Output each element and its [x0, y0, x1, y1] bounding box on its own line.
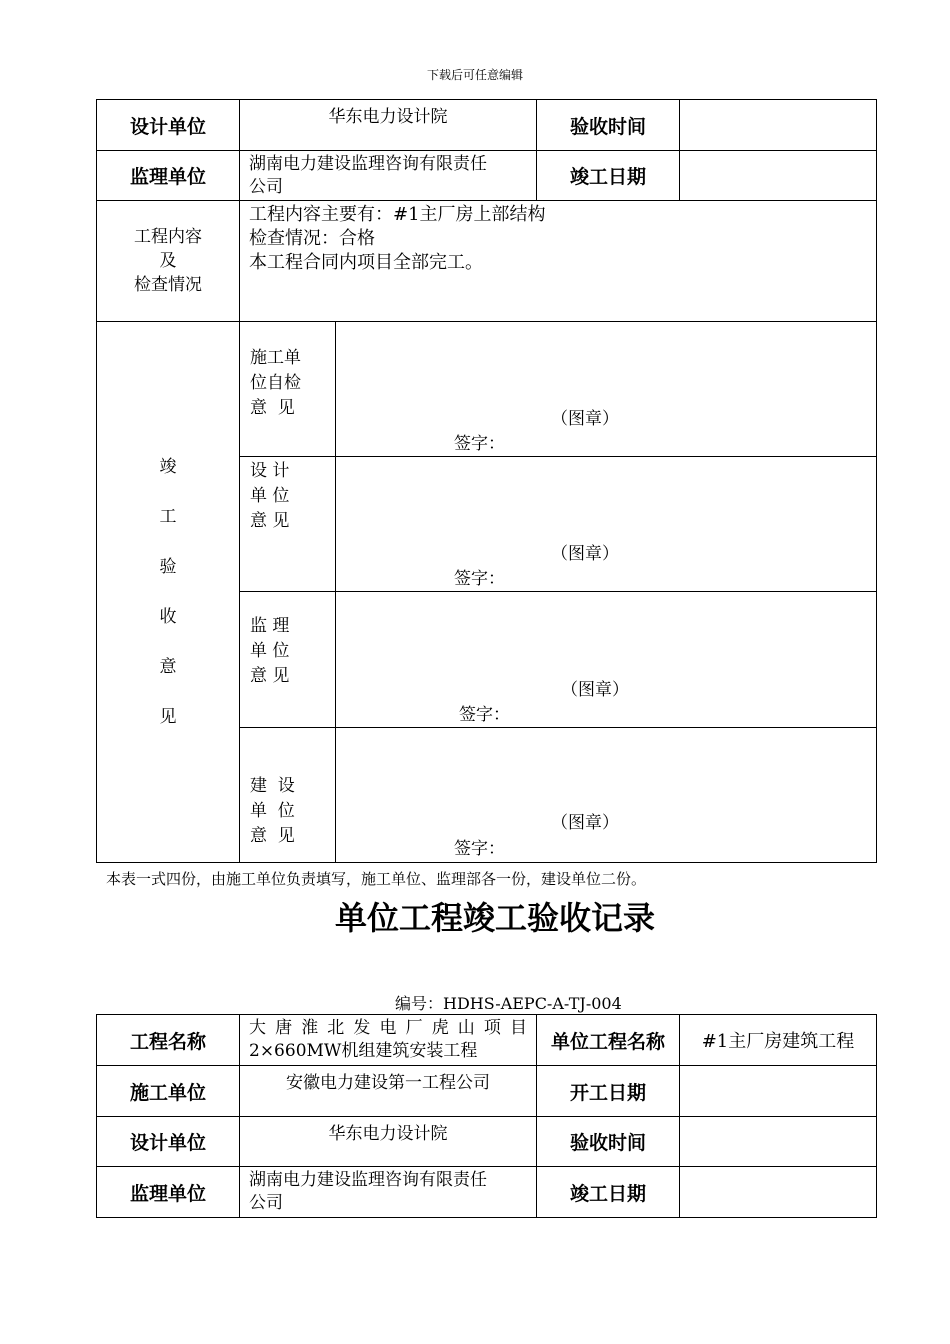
completion-date-value[interactable]: [680, 151, 877, 201]
opinion-char-6: 见: [159, 707, 177, 727]
design-opinion-label-cell: [240, 457, 336, 592]
seal-placeholder: （图章）: [551, 409, 619, 429]
start-date-label: 开工日期: [537, 1066, 680, 1117]
design-unit-value: 华东电力设计院: [240, 100, 537, 151]
unit-project-name-value: #1主厂房建筑工程: [680, 1015, 877, 1066]
design-unit-label: 设计单位: [97, 100, 240, 151]
signature-label: 签字：: [454, 839, 505, 859]
construction-self-check-label-cell: [240, 322, 336, 457]
content-value: [240, 201, 877, 322]
signature-label: 签字：: [454, 434, 505, 454]
acceptance-table-top: [96, 99, 877, 863]
supervision-opinion-label: 监 理 单 位 意 见: [250, 616, 290, 686]
construction-unit-label: 施工单位: [97, 1066, 240, 1117]
opinion-char-4: 收: [159, 607, 177, 627]
seal-placeholder: （图章）: [561, 680, 629, 700]
start-date-value[interactable]: [680, 1066, 877, 1117]
opinion-char-5: 意: [159, 657, 177, 677]
supervision-unit-label: 监理单位: [97, 151, 240, 201]
completion-date-value[interactable]: [680, 1167, 877, 1218]
project-name-line2: 2×660MW机组建筑安装工程: [249, 1041, 478, 1061]
acceptance-time-label: 验收时间: [537, 100, 680, 151]
supervision-unit-line2: 公司: [249, 176, 283, 197]
completion-date-label: 竣工日期: [537, 151, 680, 201]
supervision-unit-line2: 公司: [249, 1193, 283, 1213]
signature-label: 签字：: [454, 569, 505, 589]
acceptance-opinion-label: [97, 322, 240, 863]
design-unit-label: 设计单位: [97, 1117, 240, 1167]
construction-unit-value: 安徽电力建设第一工程公司: [240, 1066, 537, 1117]
project-name-label: 工程名称: [97, 1015, 240, 1066]
owner-opinion[interactable]: [336, 728, 877, 863]
seal-placeholder: （图章）: [551, 813, 619, 833]
design-unit-value: 华东电力设计院: [240, 1117, 537, 1167]
signature-label: 签字：: [459, 705, 510, 725]
document-code: 编号：HDHS-AEPC-A-TJ-004: [395, 994, 622, 1013]
opinion-char-3: 验: [159, 557, 177, 577]
acceptance-table-bottom: [96, 1014, 877, 1218]
supervision-unit-label: 监理单位: [97, 1167, 240, 1218]
project-name-value: [240, 1015, 537, 1066]
acceptance-time-value[interactable]: [680, 1117, 877, 1167]
content-label-line1: 工程内容: [134, 227, 202, 247]
opinion-char-1: 竣: [159, 457, 177, 477]
supervision-unit-line1: 湖南电力建设监理咨询有限责任: [249, 153, 487, 174]
supervision-unit-value: [240, 1167, 537, 1218]
seal-placeholder: （图章）: [551, 544, 619, 564]
supervision-unit-value: [240, 151, 537, 201]
content-label-line2: 及: [159, 251, 177, 271]
design-opinion-label: 设 计 单 位 意 见: [250, 461, 290, 531]
project-name-line1: 大 唐 淮 北 发 电 厂 虎 山 项 目: [249, 1018, 527, 1038]
content-label: [97, 201, 240, 322]
opinion-char-2: 工: [159, 507, 177, 527]
supervision-unit-line1: 湖南电力建设监理咨询有限责任: [249, 1170, 487, 1190]
supervision-opinion[interactable]: [336, 592, 877, 728]
construction-self-check-opinion[interactable]: [336, 322, 877, 457]
completion-date-label: 竣工日期: [537, 1167, 680, 1218]
content-line1: 工程内容主要有：#1主厂房上部结构: [249, 204, 546, 225]
construction-self-check-label: 施工单 位自检 意 见: [250, 348, 301, 418]
supervision-opinion-label-cell: [240, 592, 336, 728]
page-title: 单位工程竣工验收记录: [334, 899, 655, 937]
content-line3: 本工程合同内项目全部完工。: [249, 252, 483, 273]
footnote: 本表一式四份，由施工单位负责填写，施工单位、监理部各一份，建设单位二份。: [106, 870, 647, 888]
unit-project-name-label: 单位工程名称: [537, 1015, 680, 1066]
design-opinion[interactable]: [336, 457, 877, 592]
owner-opinion-label-cell: [240, 728, 336, 863]
header-note: 下载后可任意编辑: [426, 68, 523, 82]
acceptance-time-label: 验收时间: [537, 1117, 680, 1167]
acceptance-time-value[interactable]: [680, 100, 877, 151]
content-line2: 检查情况：合格: [249, 228, 375, 249]
owner-opinion-label: 建 设 单 位 意 见: [250, 776, 295, 846]
content-label-line3: 检查情况: [134, 275, 202, 295]
